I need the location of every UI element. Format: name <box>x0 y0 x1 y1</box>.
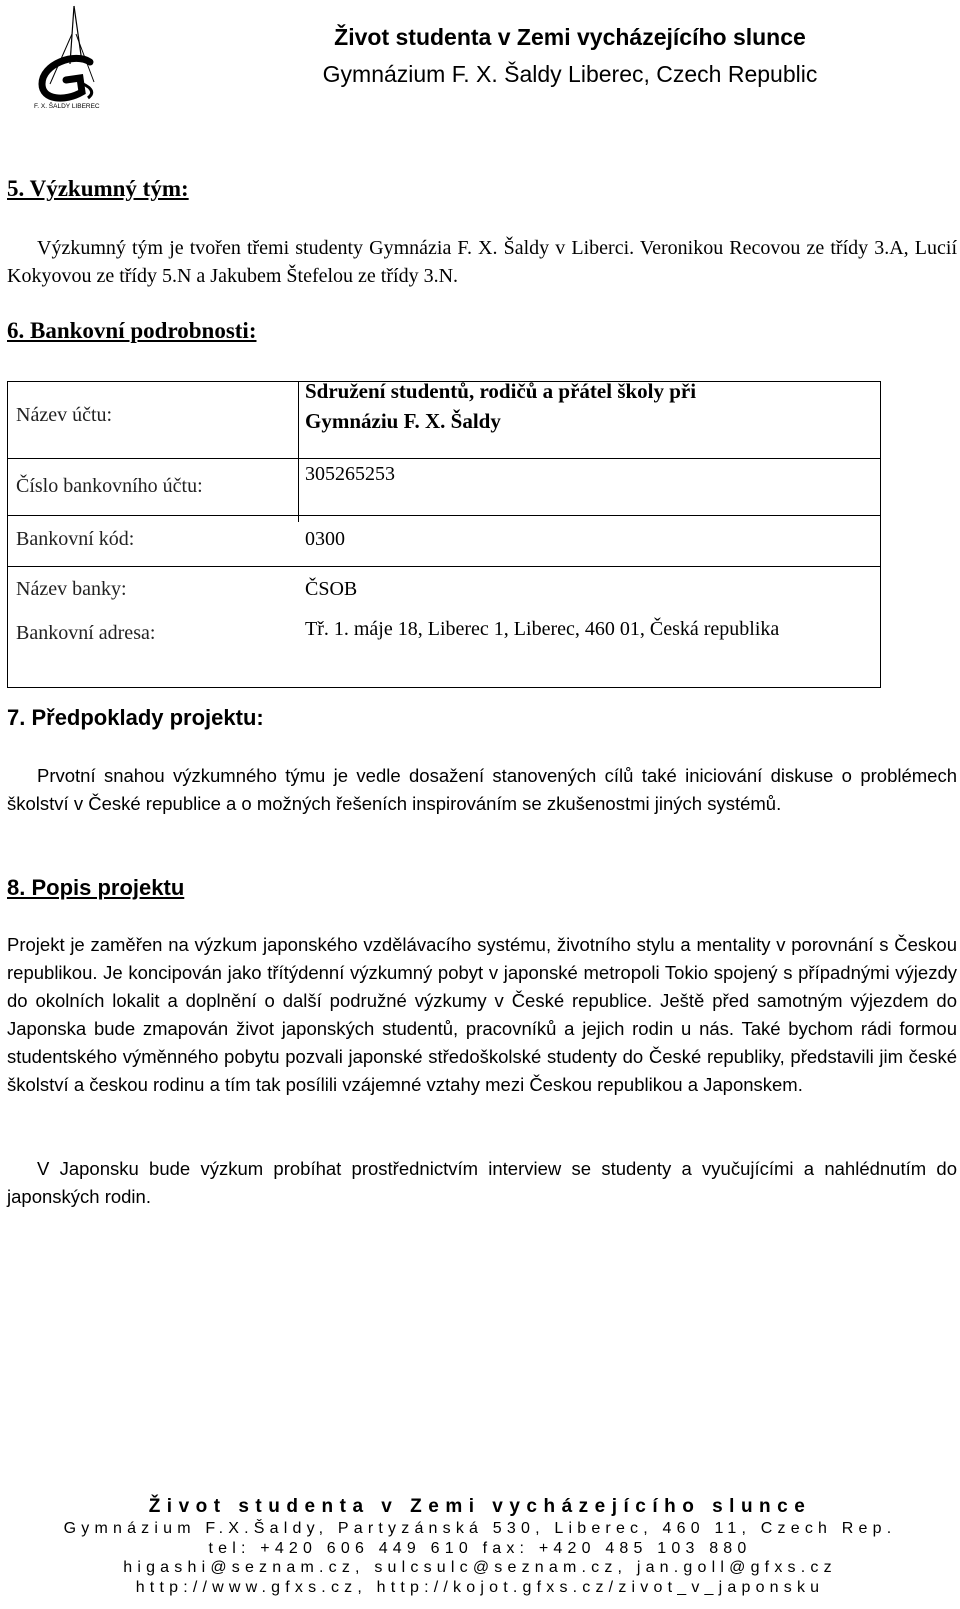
footer-urls: http://www.gfxs.cz, http://kojot.gfxs.cz/zivot_v_japonsku <box>135 1578 825 1596</box>
bank-details-table <box>7 381 881 688</box>
account-name-value: Sdružení studentů, rodičů a přátel školy při Gymnáziu F. X. Šaldy <box>305 379 697 433</box>
account-name-label: Název účtu: <box>16 404 113 426</box>
bank-code-label: Bankovní kód: <box>16 528 135 550</box>
section-7-heading: 7. Předpoklady projektu: <box>7 705 264 730</box>
footer-title: Život studenta v Zemi vycházejícího slunce <box>148 1496 812 1517</box>
bank-name-label: Název banky: <box>16 578 127 600</box>
section-8-text-1: Projekt je zaměřen na výzkum japonského vzdělávacího systému, životního stylu a mentality v porovnání s Českou republikou. Je koncipován jako třítýdenní výzkumný pobyt v japonské metropoli Tokio spojený s případnými výjezdy do okolních lokalit a doplnění o další podružné výzkumy v České republice. Ještě před samotným výjezdem do Japonska bude zmapován život japonských studentů, pracovníků a jejich rodin u nás. Také bychom rádi formou studentského výměnného pobytu pozvali japonské středoškolské studenty do České republiky, představili jim české školství a českou rodinu a tím tak posílili vzájemné vztahy mezi Českou republikou a Japonskem. <box>7 934 957 1095</box>
section-5-text: Výzkumný tým je tvořen třemi studenty Gymnázia F. X. Šaldy v Liberci. Veronikou Recovou ze třídy 3.A, Lucií Kokyovou ze třídy 5.N a Jakubem Štefelou ze třídy 3.N. <box>7 237 957 287</box>
bank-address-label: Bankovní adresa: <box>16 622 156 644</box>
footer-emails: higashi@seznam.cz, sulcsulc@seznam.cz, jan.goll@gfxs.cz <box>123 1559 837 1576</box>
footer-phone: tel: +420 606 449 610 fax: +420 485 103 880 <box>208 1539 752 1557</box>
section-8-heading: 8. Popis projektu <box>7 875 185 900</box>
table-rule <box>8 458 880 459</box>
bank-code-value: 0300 <box>305 528 345 550</box>
logo-caption: F. X. ŠALDY LIBEREC <box>34 103 100 110</box>
header-title: Život studenta v Zemi vycházejícího slunce <box>334 24 806 50</box>
school-logo <box>30 4 120 112</box>
section-6-heading: 6. Bankovní podrobnosti: <box>7 318 257 343</box>
table-divider <box>298 382 299 522</box>
header-subtitle: Gymnázium F. X. Šaldy Liberec, Czech Republic <box>322 61 818 87</box>
section-7-text: Prvotní snahou výzkumného týmu je vedle dosažení stanovených cílů také iniciování diskuse o problémech školství v České republice a o možných řešeních inspirováním se zkušenostmi jiných systémů. <box>7 765 957 814</box>
bank-name-value: ČSOB <box>305 578 358 600</box>
section-5-heading: 5. Výzkumný tým: <box>7 176 189 201</box>
table-rule <box>8 515 880 516</box>
account-number-value: 305265253 <box>305 463 395 485</box>
page-footer <box>0 1495 960 1597</box>
table-rule <box>8 566 880 567</box>
account-number-label: Číslo bankovního účtu: <box>16 475 203 497</box>
footer-address: Gymnázium F.X.Šaldy, Partyzánská 530, Liberec, 460 11, Czech Rep. <box>63 1520 897 1537</box>
bank-address-value: Tř. 1. máje 18, Liberec 1, Liberec, 460 01, Česká republika <box>305 618 780 640</box>
section-8-text-2: V Japonsku bude výzkum probíhat prostřednictvím interview se studenty a vyučujícími a nahlédnutím do japonských rodin. <box>7 1158 957 1207</box>
